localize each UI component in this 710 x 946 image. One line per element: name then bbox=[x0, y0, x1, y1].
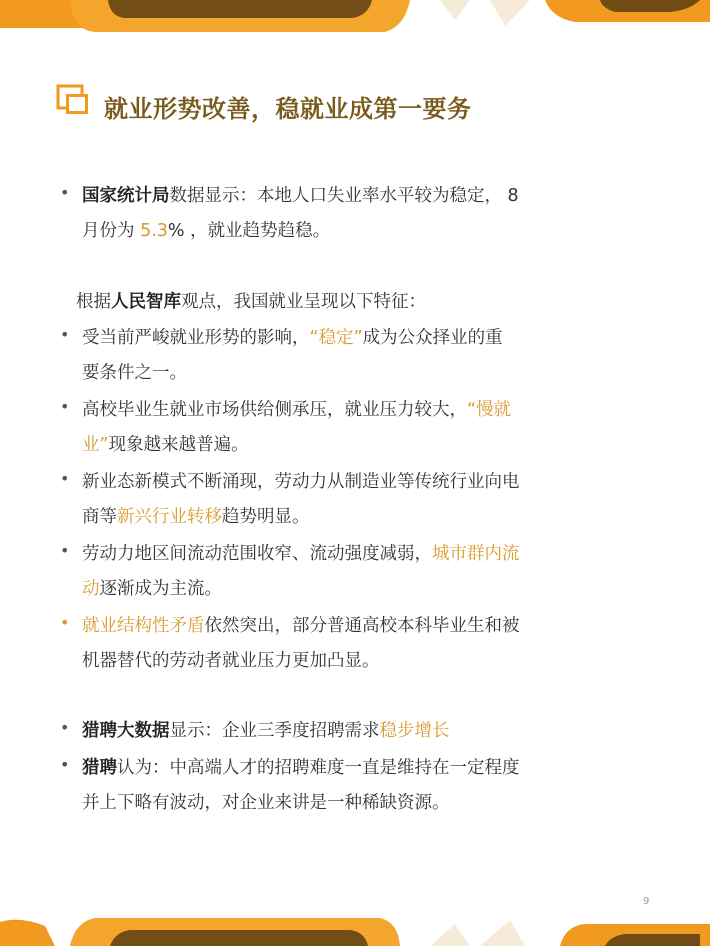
intro-line: 根据人民智库观点，我国就业呈现以下特征： bbox=[76, 292, 426, 312]
list-item-continuation: 商等新兴行业转移趋势明显。 bbox=[82, 507, 310, 527]
list-item: 就业结构性矛盾依然突出，部分普通高校本科毕业生和被 bbox=[82, 616, 520, 636]
source-name: 国家统计局 bbox=[82, 186, 170, 206]
bottom-decoration bbox=[0, 912, 710, 946]
paragraph-line: 月份为 5.3% ，就业趋势趋稳。 bbox=[82, 221, 331, 241]
list-item-continuation: 业”现象越来越普遍。 bbox=[82, 435, 249, 455]
list-item-continuation: 机器替代的劳动者就业压力更加凸显。 bbox=[82, 651, 380, 671]
bullet-icon: • bbox=[60, 541, 70, 560]
paragraph-line: 国家统计局数据显示：本地人口失业率水平较为稳定， 8 bbox=[82, 186, 519, 206]
highlight-text: “稳定” bbox=[309, 328, 363, 348]
bullet-icon: • bbox=[60, 325, 70, 344]
square-frame-icon bbox=[56, 84, 90, 118]
list-item: 高校毕业生就业市场供给侧承压，就业压力较大，“慢就 bbox=[82, 400, 512, 420]
bullet-icon: • bbox=[60, 613, 70, 632]
highlight-text: “慢就 bbox=[467, 400, 512, 420]
page-title: 就业形势改善，稳就业成第一要务 bbox=[104, 95, 472, 123]
bullet-icon: • bbox=[60, 755, 70, 774]
list-item: 受当前严峻就业形势的影响，“稳定”成为公众择业的重 bbox=[82, 328, 503, 348]
paragraph-line: 并上下略有波动，对企业来讲是一种稀缺资源。 bbox=[82, 793, 450, 813]
highlight-text: 城市群内流 bbox=[432, 544, 520, 564]
list-item-continuation: 要条件之一。 bbox=[82, 363, 187, 383]
bullet-icon: • bbox=[60, 397, 70, 416]
bullet-icon: • bbox=[60, 718, 70, 737]
highlight-text: 新兴行业转移 bbox=[117, 507, 222, 527]
highlight-text: 稳步增长 bbox=[379, 721, 450, 741]
highlight-text: 业” bbox=[82, 435, 109, 455]
source-name: 猎聘 bbox=[82, 758, 117, 778]
page-number: 9 bbox=[643, 896, 650, 907]
paragraph-line: 猎聘大数据显示：企业三季度招聘需求稳步增长 bbox=[82, 721, 450, 741]
bullet-icon: • bbox=[60, 183, 70, 202]
paragraph-line: 猎聘认为：中高端人才的招聘难度一直是维持在一定程度 bbox=[82, 758, 520, 778]
highlight-value: 5.3 bbox=[140, 221, 168, 241]
highlight-text: 动 bbox=[82, 579, 100, 599]
list-item: 新业态新模式不断涌现，劳动力从制造业等传统行业向电 bbox=[82, 472, 520, 492]
list-item-continuation: 动逐渐成为主流。 bbox=[82, 579, 222, 599]
bullet-icon: • bbox=[60, 469, 70, 488]
list-item: 劳动力地区间流动范围收窄、流动强度减弱，城市群内流 bbox=[82, 544, 520, 564]
highlight-text: 就业结构性矛盾 bbox=[82, 616, 205, 636]
source-name: 人民智库 bbox=[111, 292, 181, 312]
source-name: 猎聘大数据 bbox=[82, 721, 170, 741]
top-decoration bbox=[0, 0, 710, 36]
